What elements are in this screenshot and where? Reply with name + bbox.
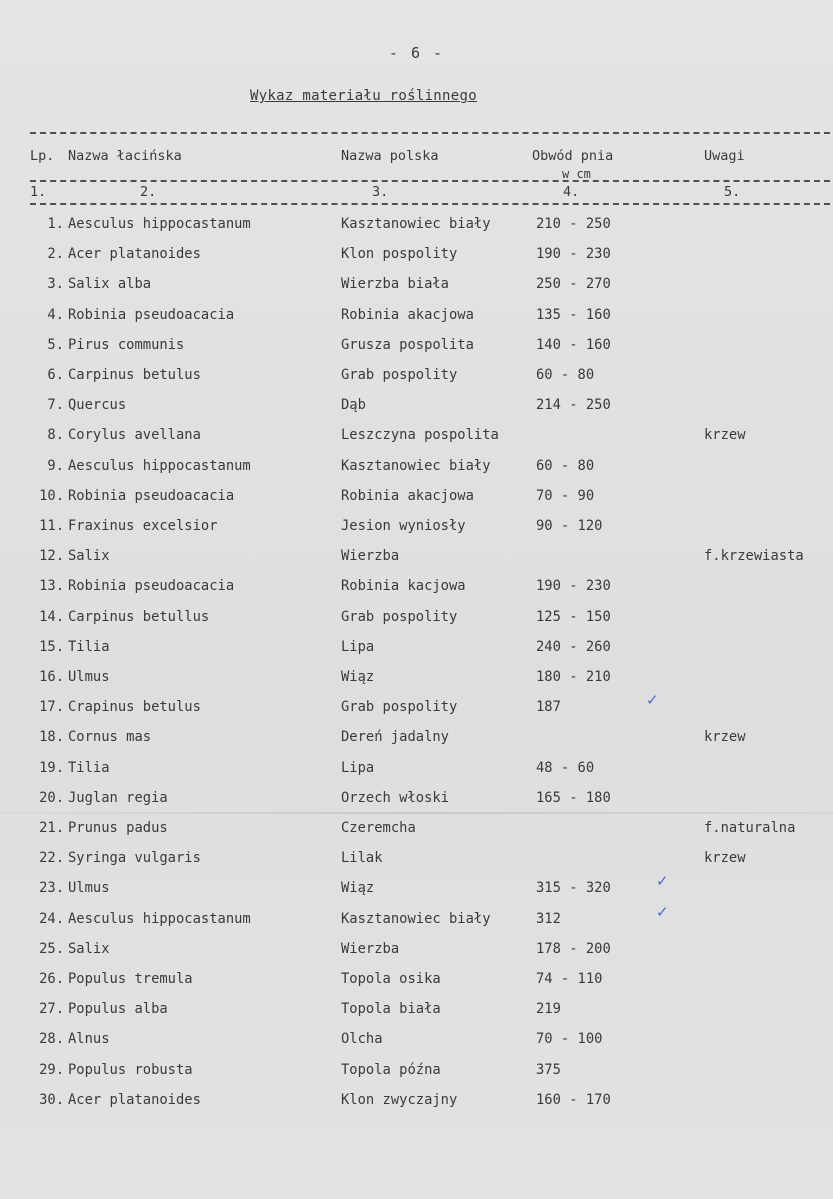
- table-row: [0, 941, 833, 965]
- cell-latin: Aesculus hippocastanum: [68, 910, 251, 927]
- cell-polish: Wierzba biała: [341, 276, 449, 293]
- cell-girth: 375: [536, 1061, 561, 1078]
- cell-lp: 11.: [39, 518, 64, 534]
- cell-girth: 214 - 250: [536, 397, 611, 414]
- table-row: [0, 307, 833, 331]
- cell-polish: Wiąz: [341, 880, 375, 897]
- cell-latin: Aesculus hippocastanum: [68, 216, 251, 232]
- cell-lp: 10.: [39, 487, 64, 504]
- cell-girth: 60 - 80: [536, 457, 595, 474]
- cell-polish: Grusza pospolita: [341, 336, 474, 353]
- table-row: [0, 1001, 833, 1025]
- table-row: [0, 397, 833, 421]
- table-row: [0, 729, 833, 753]
- table-row: [0, 246, 833, 270]
- column-number-5: 5.: [724, 184, 741, 200]
- header-polish-name: Nazwa polska: [341, 148, 439, 164]
- cell-polish: Orzech włoski: [341, 789, 449, 806]
- cell-lp: 15.: [39, 638, 64, 655]
- cell-latin: Robinia pseudoacacia: [68, 306, 235, 323]
- cell-lp: 21.: [39, 820, 64, 836]
- table-row: [0, 1092, 833, 1116]
- cell-polish: Lipa: [341, 638, 375, 655]
- cell-latin: Syringa vulgaris: [68, 850, 201, 867]
- cell-latin: Alnus: [68, 1031, 110, 1048]
- cell-polish: Klon pospolity: [341, 246, 458, 263]
- table-row: [0, 1062, 833, 1086]
- header-mid-rule: [30, 180, 830, 182]
- cell-lp: 29.: [39, 1061, 64, 1078]
- table-row: [0, 337, 833, 361]
- header-bottom-rule: [30, 203, 830, 205]
- cell-lp: 8.: [47, 427, 64, 444]
- cell-latin: Crapinus betulus: [68, 699, 201, 716]
- column-number-3: 3.: [372, 184, 389, 200]
- document-title: Wykaz materiału roślinnego: [250, 88, 477, 104]
- check-mark-icon: ✓: [646, 691, 659, 710]
- cell-lp: 16.: [39, 669, 64, 685]
- cell-polish: Topola późna: [341, 1061, 441, 1078]
- cell-girth: 219: [536, 1001, 561, 1018]
- cell-lp: 14.: [39, 608, 64, 625]
- cell-girth: 187: [536, 699, 561, 716]
- cell-polish: Robinia akacjowa: [341, 306, 474, 323]
- table-row: [0, 518, 833, 542]
- cell-latin: Salix: [68, 940, 110, 957]
- check-mark-icon: ✓: [656, 872, 669, 891]
- table-row: [0, 669, 833, 693]
- cell-latin: Acer platanoides: [68, 1091, 201, 1108]
- cell-polish: Wiąz: [341, 669, 375, 685]
- table-row: [0, 820, 833, 844]
- cell-polish: Klon zwyczajny: [341, 1091, 458, 1108]
- cell-latin: Aesculus hippocastanum: [68, 457, 251, 474]
- cell-lp: 13.: [39, 578, 64, 595]
- table-row: [0, 1031, 833, 1055]
- cell-latin: Cornus mas: [68, 729, 152, 746]
- table-row: [0, 427, 833, 451]
- table-row: [0, 276, 833, 300]
- table-row: [0, 850, 833, 874]
- cell-polish: Topola osika: [341, 971, 441, 987]
- cell-latin: Quercus: [68, 397, 127, 414]
- cell-girth: 250 - 270: [536, 276, 611, 293]
- cell-polish: Leszczyna pospolita: [341, 427, 499, 444]
- page-number: - 6 -: [388, 44, 445, 62]
- cell-latin: Carpinus betulus: [68, 367, 201, 383]
- cell-girth: 312: [536, 910, 561, 927]
- check-mark-icon: ✓: [656, 902, 669, 921]
- table-row: [0, 488, 833, 512]
- cell-latin: Fraxinus excelsior: [68, 518, 218, 534]
- table-row: [0, 216, 833, 240]
- cell-lp: 25.: [39, 940, 64, 957]
- cell-latin: Juglan regia: [68, 789, 168, 806]
- cell-polish: Olcha: [341, 1031, 383, 1048]
- cell-girth: 160 - 170: [536, 1091, 611, 1108]
- cell-latin: Robinia pseudoacacia: [68, 578, 235, 595]
- cell-lp: 7.: [47, 397, 64, 414]
- header-latin-name: Nazwa łacińska: [68, 148, 182, 164]
- cell-latin: Ulmus: [68, 669, 110, 685]
- cell-latin: Carpinus betullus: [68, 608, 210, 625]
- cell-girth: 135 - 160: [536, 306, 611, 323]
- cell-lp: 24.: [39, 910, 64, 927]
- cell-lp: 5.: [47, 336, 64, 353]
- cell-latin: Acer platanoides: [68, 246, 201, 263]
- cell-latin: Salix alba: [68, 276, 152, 293]
- cell-lp: 18.: [39, 729, 64, 746]
- cell-lp: 2.: [47, 246, 64, 263]
- cell-lp: 3.: [47, 276, 64, 293]
- cell-polish: Topola biała: [341, 1001, 441, 1018]
- column-number-4: 4.: [563, 184, 580, 200]
- cell-lp: 28.: [39, 1031, 64, 1048]
- cell-lp: 27.: [39, 1001, 64, 1018]
- cell-lp: 6.: [47, 367, 64, 383]
- cell-polish: Kasztanowiec biały: [341, 910, 491, 927]
- cell-latin: Robinia pseudoacacia: [68, 487, 235, 504]
- cell-lp: 9.: [47, 457, 64, 474]
- cell-latin: Populus tremula: [68, 971, 193, 987]
- cell-polish: Grab pospolity: [341, 367, 458, 383]
- cell-lp: 1.: [47, 216, 64, 232]
- cell-girth: 315 - 320: [536, 880, 611, 897]
- cell-polish: Wierzba: [341, 548, 400, 565]
- cell-polish: Grab pospolity: [341, 699, 458, 716]
- cell-girth: 125 - 150: [536, 608, 611, 625]
- cell-notes: f.krzewiasta: [704, 548, 804, 565]
- header-girth-unit: w cm: [562, 167, 591, 181]
- header-notes: Uwagi: [704, 148, 745, 164]
- table-row: [0, 790, 833, 814]
- cell-girth: 60 - 80: [536, 367, 595, 383]
- cell-lp: 20.: [39, 789, 64, 806]
- table-row: [0, 971, 833, 995]
- cell-latin: Populus robusta: [68, 1061, 193, 1078]
- cell-girth: 165 - 180: [536, 789, 611, 806]
- cell-latin: Ulmus: [68, 880, 110, 897]
- table-row: [0, 458, 833, 482]
- cell-girth: 90 - 120: [536, 518, 603, 534]
- cell-girth: 70 - 100: [536, 1031, 603, 1048]
- table-row: [0, 699, 833, 723]
- cell-lp: 4.: [47, 306, 64, 323]
- cell-girth: 48 - 60: [536, 759, 595, 776]
- cell-girth: 190 - 230: [536, 578, 611, 595]
- cell-girth: 70 - 90: [536, 487, 595, 504]
- cell-girth: 180 - 210: [536, 669, 611, 685]
- cell-polish: Dąb: [341, 397, 366, 414]
- cell-polish: Lilak: [341, 850, 383, 867]
- cell-girth: 210 - 250: [536, 216, 611, 232]
- cell-latin: Prunus padus: [68, 820, 168, 836]
- table-row: [0, 548, 833, 572]
- cell-latin: Tilia: [68, 759, 110, 776]
- cell-lp: 19.: [39, 759, 64, 776]
- table-row: [0, 639, 833, 663]
- column-number-1: 1.: [30, 184, 47, 200]
- cell-notes: krzew: [704, 729, 746, 746]
- cell-lp: 26.: [39, 971, 64, 987]
- cell-polish: Wierzba: [341, 940, 400, 957]
- cell-girth: 140 - 160: [536, 336, 611, 353]
- table-row: [0, 578, 833, 602]
- cell-girth: 74 - 110: [536, 971, 603, 987]
- header-lp: Lp.: [30, 148, 55, 164]
- cell-notes: krzew: [704, 850, 746, 867]
- header-top-rule: [30, 132, 830, 134]
- cell-lp: 12.: [39, 548, 64, 565]
- column-number-2: 2.: [140, 184, 157, 200]
- cell-polish: Grab pospolity: [341, 608, 458, 625]
- cell-lp: 22.: [39, 850, 64, 867]
- cell-girth: 240 - 260: [536, 638, 611, 655]
- cell-latin: Populus alba: [68, 1001, 168, 1018]
- cell-lp: 23.: [39, 880, 64, 897]
- cell-notes: krzew: [704, 427, 746, 444]
- cell-polish: Dereń jadalny: [341, 729, 449, 746]
- cell-polish: Robinia kacjowa: [341, 578, 466, 595]
- cell-latin: Tilia: [68, 638, 110, 655]
- table-row: [0, 880, 833, 904]
- cell-polish: Robinia akacjowa: [341, 487, 474, 504]
- table-row: [0, 911, 833, 935]
- cell-latin: Salix: [68, 548, 110, 565]
- cell-girth: 190 - 230: [536, 246, 611, 263]
- cell-polish: Czeremcha: [341, 820, 416, 836]
- cell-polish: Jesion wyniosły: [341, 518, 466, 534]
- cell-notes: f.naturalna: [704, 820, 796, 836]
- table-row: [0, 367, 833, 391]
- cell-latin: Corylus avellana: [68, 427, 201, 444]
- cell-lp: 30.: [39, 1091, 64, 1108]
- header-trunk-girth: Obwód pnia: [532, 148, 614, 164]
- table-row: [0, 609, 833, 633]
- cell-latin: Pirus communis: [68, 336, 185, 353]
- table-row: [0, 760, 833, 784]
- cell-polish: Kasztanowiec biały: [341, 216, 491, 232]
- cell-lp: 17.: [39, 699, 64, 716]
- cell-girth: 178 - 200: [536, 940, 611, 957]
- cell-polish: Lipa: [341, 759, 375, 776]
- cell-polish: Kasztanowiec biały: [341, 457, 491, 474]
